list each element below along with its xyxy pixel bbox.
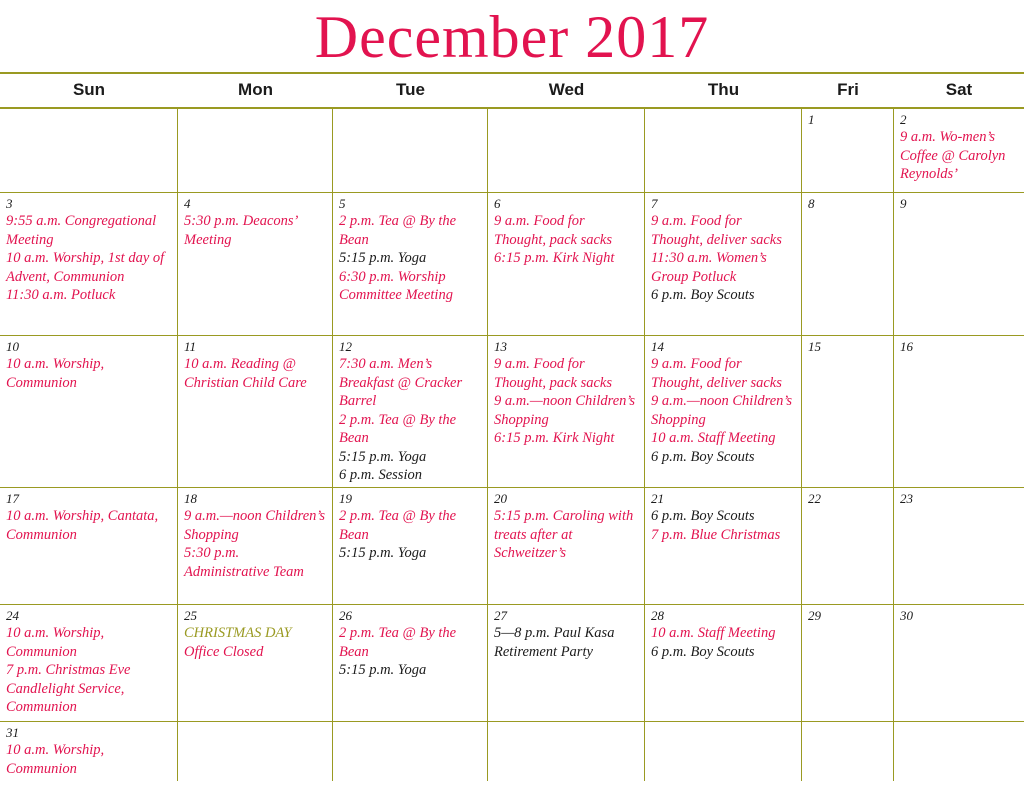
weekday-header-wed: Wed xyxy=(548,80,585,99)
day-cell-fri[interactable] xyxy=(802,488,894,605)
day-number: 1 xyxy=(808,112,815,127)
calendar-week-row xyxy=(0,336,1024,488)
day-cell-mon[interactable] xyxy=(178,336,333,488)
day-events xyxy=(339,212,482,305)
day-cell-tue[interactable] xyxy=(333,109,488,193)
calendar-week-row xyxy=(0,605,1024,722)
day-cell-fri[interactable] xyxy=(802,336,894,488)
event-item[interactable]: CHRISTMAS DAY xyxy=(184,625,292,641)
event-item[interactable]: 5:15 p.m. Yoga xyxy=(339,448,427,465)
day-cell-sun[interactable] xyxy=(0,488,178,605)
day-cell-fri[interactable] xyxy=(802,722,894,781)
event-item[interactable]: 10 a.m. Reading @ Christian Child Care xyxy=(184,356,307,391)
day-number: 14 xyxy=(651,339,664,354)
day-number: 17 xyxy=(6,491,19,506)
day-cell-mon[interactable] xyxy=(178,605,333,722)
event-item[interactable]: 6:15 p.m. Kirk Night xyxy=(494,250,615,266)
day-cell-fri[interactable] xyxy=(802,605,894,722)
calendar-week-row xyxy=(0,488,1024,605)
day-events xyxy=(184,355,327,392)
day-cell-sun[interactable] xyxy=(0,605,178,722)
day-cell-mon[interactable] xyxy=(178,109,333,193)
day-cell-thu[interactable] xyxy=(645,488,802,605)
event-item[interactable]: 10 a.m. Staff Meeting xyxy=(651,625,776,641)
weekday-header-fri: Fri xyxy=(837,80,859,99)
day-cell-tue[interactable] xyxy=(333,722,488,781)
day-number: 22 xyxy=(808,491,821,506)
calendar-grid xyxy=(0,109,1024,781)
event-item[interactable]: 10 a.m. Worship, 1st day of Advent, Communion xyxy=(6,250,165,285)
event-item[interactable]: 6 p.m. Boy Scouts xyxy=(651,287,755,303)
day-number: 16 xyxy=(900,339,913,354)
day-events xyxy=(339,624,482,680)
event-item[interactable]: 10 a.m. Worship, Communion xyxy=(6,742,105,777)
day-number: 12 xyxy=(339,339,352,354)
event-item[interactable]: 10 a.m. Worship, Communion xyxy=(6,625,105,660)
day-events xyxy=(651,355,796,466)
event-item[interactable]: 9 a.m.—noon Children’s Shopping xyxy=(494,393,635,428)
event-item[interactable]: 9 a.m. Food for Thought, pack sacks xyxy=(494,356,612,391)
day-cell-sat[interactable] xyxy=(894,109,1024,193)
day-number: 3 xyxy=(6,196,13,211)
day-number: 6 xyxy=(494,196,501,211)
day-number: 29 xyxy=(808,608,821,623)
event-item[interactable]: 5:30 p.m. Deacons’ Meeting xyxy=(184,213,297,248)
event-item[interactable]: 6:30 p.m. Worship Committee Meeting xyxy=(339,268,453,303)
day-number: 24 xyxy=(6,608,19,623)
event-item[interactable]: 5:15 p.m. Yoga xyxy=(339,662,427,678)
day-cell-wed[interactable] xyxy=(488,722,645,781)
day-cell-wed[interactable] xyxy=(488,193,645,336)
day-number: 18 xyxy=(184,491,197,506)
day-cell-sat[interactable] xyxy=(894,193,1024,336)
day-number: 30 xyxy=(900,608,913,623)
day-cell-sun[interactable] xyxy=(0,193,178,336)
day-events xyxy=(184,624,327,661)
day-cell-thu[interactable] xyxy=(645,722,802,781)
day-cell-sun[interactable] xyxy=(0,336,178,488)
event-item[interactable]: 2 p.m. Tea @ By the Bean xyxy=(339,411,457,446)
day-cell-wed[interactable] xyxy=(488,605,645,722)
day-cell-mon[interactable] xyxy=(178,193,333,336)
day-events xyxy=(494,212,639,268)
weekday-header-tue: Tue xyxy=(396,80,425,99)
day-cell-mon[interactable] xyxy=(178,488,333,605)
day-cell-sun[interactable] xyxy=(0,722,178,781)
day-events xyxy=(494,355,639,448)
day-number: 4 xyxy=(184,196,191,211)
day-cell-tue[interactable] xyxy=(333,193,488,336)
event-item[interactable]: 6 p.m. Boy Scouts xyxy=(651,508,755,524)
day-number: 9 xyxy=(900,196,907,211)
event-item[interactable]: 11:30 a.m. Potluck xyxy=(6,287,116,303)
event-item[interactable]: 10 a.m. Staff Meeting xyxy=(651,430,776,446)
day-cell-fri[interactable] xyxy=(802,109,894,193)
day-cell-sun[interactable] xyxy=(0,109,178,193)
day-number: 15 xyxy=(808,339,821,354)
event-item[interactable]: 6 p.m. Boy Scouts xyxy=(651,448,755,465)
day-events xyxy=(6,741,172,778)
day-events xyxy=(6,212,172,305)
event-item[interactable]: 6:15 p.m. Kirk Night xyxy=(494,430,615,446)
day-number: 26 xyxy=(339,608,352,623)
day-number: 31 xyxy=(6,725,19,740)
day-number: 19 xyxy=(339,491,352,506)
day-number: 27 xyxy=(494,608,507,623)
event-item[interactable]: 10 a.m. Worship, Cantata, Communion xyxy=(6,508,159,543)
day-events xyxy=(184,212,327,249)
day-number: 11 xyxy=(184,339,197,354)
event-item[interactable]: 2 p.m. Tea @ By the Bean xyxy=(339,508,457,543)
day-events xyxy=(494,507,639,563)
day-cell-thu[interactable] xyxy=(645,109,802,193)
day-cell-fri[interactable] xyxy=(802,193,894,336)
day-cell-tue[interactable] xyxy=(333,336,488,488)
day-events xyxy=(900,128,1019,184)
weekday-header-sat: Sat xyxy=(945,80,973,99)
event-item[interactable]: 9 a.m. Food for Thought, deliver sacks xyxy=(651,213,782,248)
event-item[interactable]: 9 a.m. Wo-men’s Coffee @ Carolyn Reynolds’ xyxy=(900,129,1006,182)
event-item[interactable]: 9 a.m.—noon Children’s Shopping xyxy=(651,393,792,428)
calendar-week-row xyxy=(0,722,1024,781)
weekday-header-sun: Sun xyxy=(72,80,106,99)
day-cell-tue[interactable] xyxy=(333,605,488,722)
event-item[interactable]: 6 p.m. Session xyxy=(339,467,422,483)
weekday-header-row xyxy=(0,74,1024,109)
day-cell-wed[interactable] xyxy=(488,488,645,605)
day-events xyxy=(651,212,796,305)
day-number: 23 xyxy=(900,491,913,506)
calendar-week-row xyxy=(0,109,1024,193)
day-cell-thu[interactable] xyxy=(645,336,802,488)
event-item[interactable]: 10 a.m. Worship, Communion xyxy=(6,356,105,391)
event-item[interactable]: 6 p.m. Boy Scouts xyxy=(651,643,755,660)
event-item[interactable]: 9:55 a.m. Congregational Meeting xyxy=(6,213,157,248)
day-cell-sat[interactable] xyxy=(894,722,1024,781)
day-number: 28 xyxy=(651,608,664,623)
event-item[interactable]: 11:30 a.m. Women’s Group Potluck xyxy=(651,250,767,285)
day-events xyxy=(6,624,172,717)
event-item[interactable]: 5:30 p.m. Administrative Team xyxy=(184,545,304,580)
day-cell-sat[interactable] xyxy=(894,605,1024,722)
event-item[interactable]: 9 a.m. Food for Thought, deliver sacks xyxy=(651,356,782,391)
day-number: 25 xyxy=(184,608,197,623)
day-events xyxy=(651,624,796,661)
day-cell-mon[interactable] xyxy=(178,722,333,781)
day-number: 20 xyxy=(494,491,507,506)
day-cell-thu[interactable] xyxy=(645,193,802,336)
day-events xyxy=(651,507,796,544)
event-item[interactable]: 7 p.m. Blue Christmas xyxy=(651,526,781,543)
day-number: 2 xyxy=(900,112,907,127)
weekday-header-thu: Thu xyxy=(707,80,740,99)
event-item[interactable]: 9 a.m. Food for Thought, pack sacks xyxy=(494,213,612,248)
event-item[interactable]: 2 p.m. Tea @ By the Bean xyxy=(339,213,457,248)
day-number: 8 xyxy=(808,196,815,211)
event-item[interactable]: 7:30 a.m. Men’s Breakfast @ Cracker Barrel xyxy=(339,356,463,409)
weekday-header-mon: Mon xyxy=(238,80,273,99)
day-cell-sat[interactable] xyxy=(894,488,1024,605)
day-number: 13 xyxy=(494,339,507,354)
day-events xyxy=(339,355,482,485)
page-title: December 2017 xyxy=(314,4,710,70)
day-cell-thu[interactable] xyxy=(645,605,802,722)
day-cell-sat[interactable] xyxy=(894,336,1024,488)
event-item[interactable]: 2 p.m. Tea @ By the Bean xyxy=(339,625,457,660)
event-item[interactable]: 5—8 p.m. Paul Kasa Retirement Party xyxy=(494,625,615,660)
event-item[interactable]: 5:15 p.m. Caroling with treats after at Schweitzer’s xyxy=(494,508,634,561)
day-number: 5 xyxy=(339,196,346,211)
event-item[interactable]: 5:15 p.m. Yoga xyxy=(339,250,427,266)
day-cell-tue[interactable] xyxy=(333,488,488,605)
day-events xyxy=(6,507,172,544)
day-number: 10 xyxy=(6,339,19,354)
day-number: 21 xyxy=(651,491,664,506)
day-number: 7 xyxy=(651,196,658,211)
day-events xyxy=(184,507,327,581)
event-item[interactable]: Office Closed xyxy=(184,643,264,660)
calendar-week-row xyxy=(0,193,1024,336)
event-item[interactable]: 9 a.m.—noon Children’s Shopping xyxy=(184,508,325,543)
day-cell-wed[interactable] xyxy=(488,109,645,193)
event-item[interactable]: 5:15 p.m. Yoga xyxy=(339,545,427,561)
day-events xyxy=(339,507,482,563)
day-events xyxy=(6,355,172,392)
event-item[interactable]: 7 p.m. Christmas Eve Candlelight Service, Communion xyxy=(6,662,131,715)
day-cell-wed[interactable] xyxy=(488,336,645,488)
day-events xyxy=(494,624,639,661)
